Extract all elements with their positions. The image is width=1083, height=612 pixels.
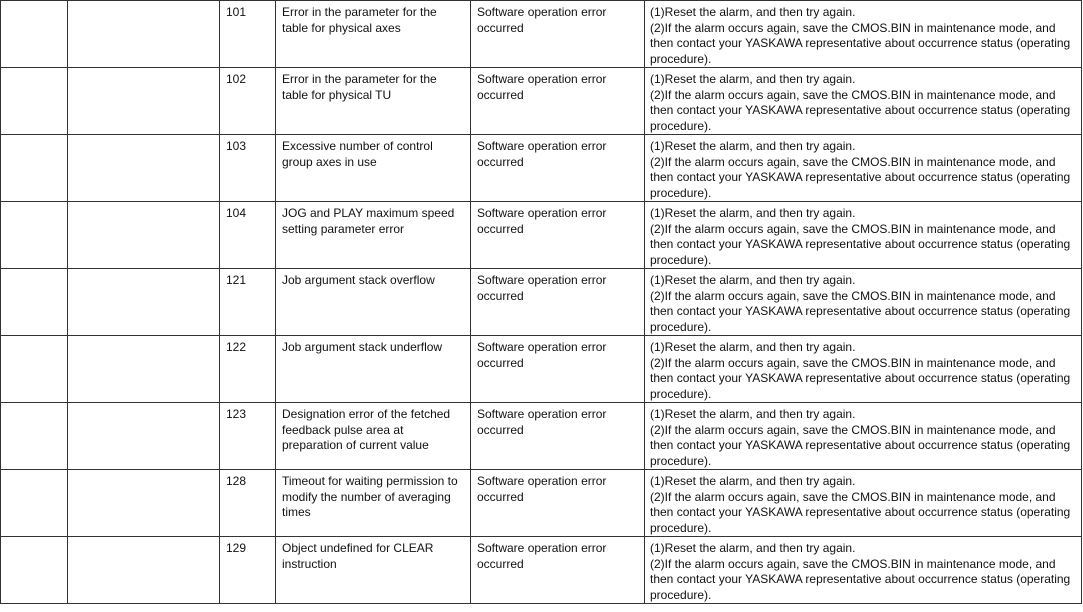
remedy-step-1: (1)Reset the alarm, and then try again. — [650, 407, 856, 421]
alarm-meaning: Software operation error occurred — [477, 474, 607, 504]
alarm-meaning: Software operation error occurred — [477, 206, 607, 236]
remedy-cell — [645, 403, 1082, 470]
alarm-meaning: Software operation error occurred — [477, 340, 607, 370]
alarm-name-cell — [276, 1, 471, 68]
alarm-category-cell — [1, 269, 68, 336]
alarm-subcategory-cell — [68, 336, 220, 403]
alarm-name-cell — [276, 202, 471, 269]
sub-code-cell — [220, 269, 276, 336]
remedy-cell — [645, 470, 1082, 537]
remedy-step-1: (1)Reset the alarm, and then try again. — [650, 474, 856, 488]
remedy-step-2: (2)If the alarm occurs again, save the CMOS.BIN in maintenance mode, and then contact your YASKAWA representative about occurrence status (operating procedure). — [650, 87, 1071, 133]
sub-code: 103 — [226, 139, 247, 153]
alarm-name-cell — [276, 470, 471, 537]
alarm-meaning: Software operation error occurred — [477, 139, 607, 169]
sub-code-cell — [220, 68, 276, 135]
alarm-name-cell — [276, 537, 471, 604]
remedy-step-2: (2)If the alarm occurs again, save the CMOS.BIN in maintenance mode, and then contact your YASKAWA representative about occurrence status (operating procedure). — [650, 489, 1071, 535]
remedy-step-1: (1)Reset the alarm, and then try again. — [650, 72, 856, 86]
table-row — [1, 403, 1082, 470]
alarm-name: Error in the parameter for the table for physical TU — [282, 72, 437, 102]
remedy-cell — [645, 269, 1082, 336]
table-row — [1, 470, 1082, 537]
alarm-name-cell — [276, 403, 471, 470]
table-row — [1, 1, 1082, 68]
alarm-name-cell — [276, 336, 471, 403]
alarm-meaning-cell — [471, 202, 645, 269]
alarm-meaning-cell — [471, 1, 645, 68]
sub-code: 129 — [226, 541, 247, 555]
sub-code: 128 — [226, 474, 247, 488]
alarm-subcategory-cell — [68, 1, 220, 68]
alarm-meaning-cell — [471, 537, 645, 604]
alarm-subcategory-cell — [68, 68, 220, 135]
alarm-name: Job argument stack overflow — [282, 273, 435, 287]
alarm-subcategory-cell — [68, 135, 220, 202]
alarm-name: Job argument stack underflow — [282, 340, 443, 354]
sub-code-cell — [220, 537, 276, 604]
remedy-step-2: (2)If the alarm occurs again, save the CMOS.BIN in maintenance mode, and then contact your YASKAWA representative about occurrence status (operating procedure). — [650, 221, 1071, 267]
sub-code: 121 — [226, 273, 247, 287]
alarm-category-cell — [1, 68, 68, 135]
alarm-meaning-cell — [471, 470, 645, 537]
table-row — [1, 202, 1082, 269]
alarm-category-cell — [1, 1, 68, 68]
remedy-step-1: (1)Reset the alarm, and then try again. — [650, 541, 856, 555]
alarm-category-cell — [1, 537, 68, 604]
alarm-name: Object undefined for CLEAR instruction — [282, 541, 434, 571]
remedy-step-1: (1)Reset the alarm, and then try again. — [650, 5, 856, 19]
alarm-meaning: Software operation error occurred — [477, 541, 607, 571]
alarm-name: Designation error of the fetched feedback pulse area at preparation of current value — [282, 407, 451, 452]
remedy-step-1: (1)Reset the alarm, and then try again. — [650, 273, 856, 287]
remedy-cell — [645, 68, 1082, 135]
sub-code-cell — [220, 202, 276, 269]
table-row — [1, 336, 1082, 403]
remedy-cell — [645, 537, 1082, 604]
alarm-name: Timeout for waiting permission to modify the number of averaging times — [282, 474, 458, 519]
remedy-step-2: (2)If the alarm occurs again, save the CMOS.BIN in maintenance mode, and then contact your YASKAWA representative about occurrence status (operating procedure). — [650, 556, 1071, 602]
remedy-cell — [645, 1, 1082, 68]
alarm-meaning-cell — [471, 68, 645, 135]
alarm-name: Error in the parameter for the table for physical axes — [282, 5, 437, 35]
alarm-subcategory-cell — [68, 202, 220, 269]
remedy-step-1: (1)Reset the alarm, and then try again. — [650, 206, 856, 220]
alarm-table-body — [1, 1, 1082, 604]
alarm-meaning-cell — [471, 269, 645, 336]
remedy-step-1: (1)Reset the alarm, and then try again. — [650, 139, 856, 153]
remedy-cell — [645, 202, 1082, 269]
alarm-name: Excessive number of control group axes in use — [282, 139, 433, 169]
table-row — [1, 135, 1082, 202]
alarm-name-cell — [276, 135, 471, 202]
table-row — [1, 68, 1082, 135]
sub-code: 104 — [226, 206, 247, 220]
alarm-meaning: Software operation error occurred — [477, 273, 607, 303]
sub-code-cell — [220, 336, 276, 403]
sub-code-cell — [220, 403, 276, 470]
alarm-category-cell — [1, 135, 68, 202]
sub-code: 123 — [226, 407, 247, 421]
alarm-subcategory-cell — [68, 537, 220, 604]
alarm-meaning-cell — [471, 336, 645, 403]
sub-code: 122 — [226, 340, 247, 354]
sub-code-cell — [220, 1, 276, 68]
remedy-cell — [645, 135, 1082, 202]
alarm-meaning-cell — [471, 403, 645, 470]
remedy-step-1: (1)Reset the alarm, and then try again. — [650, 340, 856, 354]
table-row — [1, 537, 1082, 604]
alarm-subcategory-cell — [68, 403, 220, 470]
remedy-step-2: (2)If the alarm occurs again, save the CMOS.BIN in maintenance mode, and then contact your YASKAWA representative about occurrence status (operating procedure). — [650, 154, 1071, 200]
alarm-category-cell — [1, 470, 68, 537]
sub-code: 102 — [226, 72, 247, 86]
sub-code-cell — [220, 135, 276, 202]
remedy-step-2: (2)If the alarm occurs again, save the CMOS.BIN in maintenance mode, and then contact your YASKAWA representative about occurrence status (operating procedure). — [650, 20, 1071, 66]
alarm-subcategory-cell — [68, 470, 220, 537]
alarm-meaning: Software operation error occurred — [477, 5, 607, 35]
table-row — [1, 269, 1082, 336]
alarm-name: JOG and PLAY maximum speed setting parameter error — [282, 206, 455, 236]
alarm-category-cell — [1, 202, 68, 269]
alarm-meaning: Software operation error occurred — [477, 407, 607, 437]
sub-code-cell — [220, 470, 276, 537]
alarm-subcategory-cell — [68, 269, 220, 336]
alarm-category-cell — [1, 403, 68, 470]
alarm-meaning-cell — [471, 135, 645, 202]
remedy-step-2: (2)If the alarm occurs again, save the CMOS.BIN in maintenance mode, and then contact your YASKAWA representative about occurrence status (operating procedure). — [650, 288, 1071, 334]
sub-code: 101 — [226, 5, 247, 19]
alarm-name-cell — [276, 68, 471, 135]
alarm-meaning: Software operation error occurred — [477, 72, 607, 102]
remedy-step-2: (2)If the alarm occurs again, save the CMOS.BIN in maintenance mode, and then contact your YASKAWA representative about occurrence status (operating procedure). — [650, 355, 1071, 401]
alarm-category-cell — [1, 336, 68, 403]
remedy-cell — [645, 336, 1082, 403]
remedy-step-2: (2)If the alarm occurs again, save the CMOS.BIN in maintenance mode, and then contact your YASKAWA representative about occurrence status (operating procedure). — [650, 422, 1071, 468]
alarm-name-cell — [276, 269, 471, 336]
